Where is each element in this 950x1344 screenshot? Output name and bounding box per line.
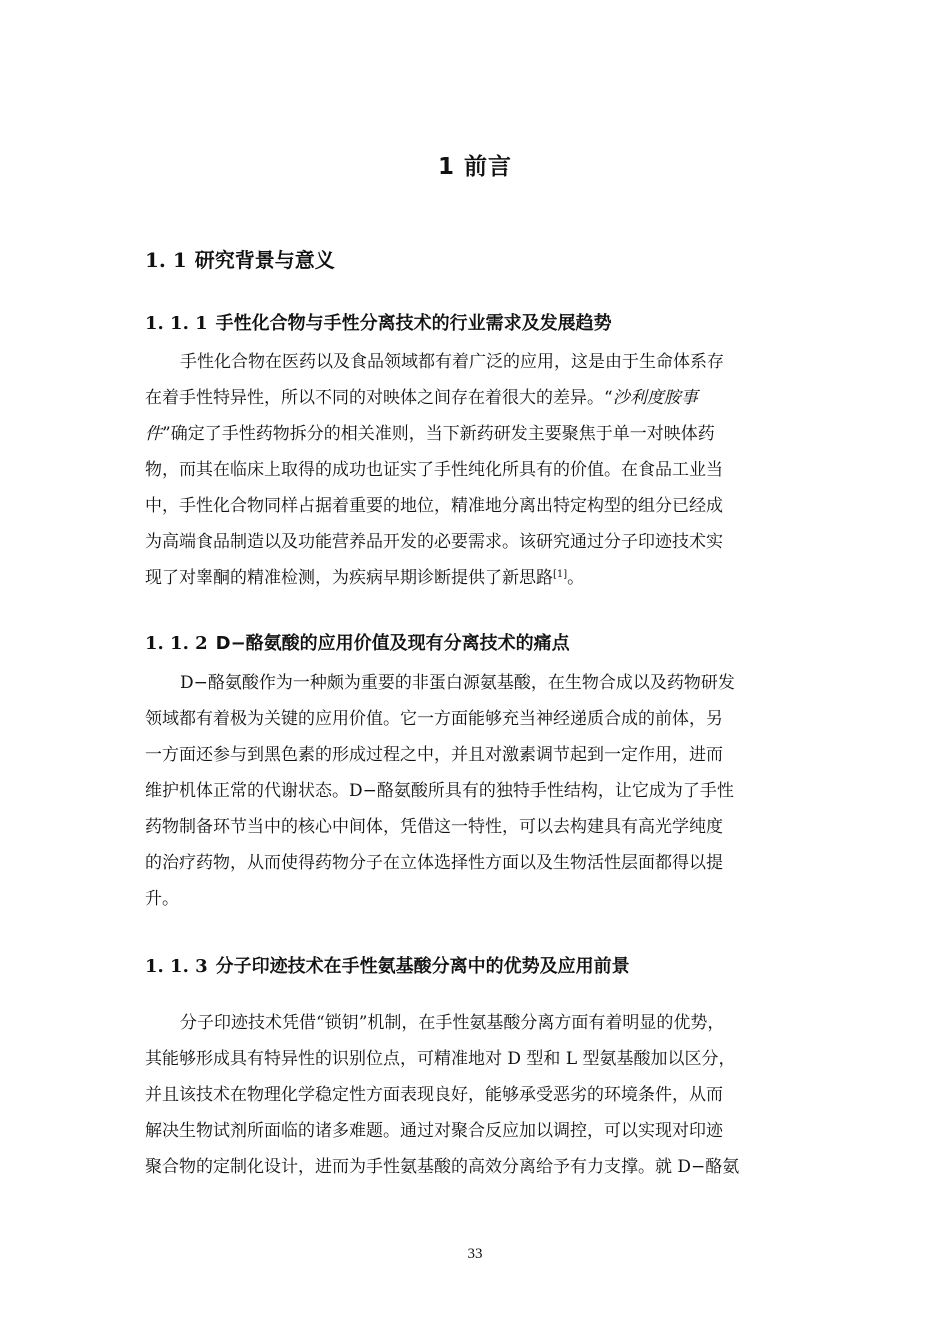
paragraph-line: 聚合物的定制化设计，进而为手性氨基酸的高效分离给予有力支撑。就 D−酪氨 (145, 1157, 740, 1177)
paragraph-line: D−酪氨酸作为一种颇为重要的非蛋白源氨基酸，在生物合成以及药物研发 (180, 673, 735, 693)
paragraph-1 (145, 344, 810, 596)
paragraph-line: 并且该技术在物理化学稳定性方面表现良好，能够承受恶劣的环境条件，从而 (145, 1085, 723, 1105)
paragraph-line (145, 560, 810, 596)
paragraph-line: 其能够形成具有特异性的识别位点，可精准地对 D 型和 L 型氨基酸加以区分， (145, 1049, 736, 1069)
paragraph-line (145, 380, 810, 416)
italic-term: 沙利度胺事 (612, 388, 698, 408)
paragraph-line: 领域都有着极为关键的应用价值。它一方面能够充当神经递质合成的前体，另 (145, 709, 723, 729)
paragraph-line: 分子印迹技术凭借“锁钥”机制，在手性氨基酸分离方面有着明显的优势， (180, 1013, 725, 1033)
paragraph-line: 药物制备环节当中的核心中间体，凭借这一特性，可以去构建具有高光学纯度 (145, 817, 723, 837)
subsection-number: 1. 1. 1 (145, 313, 208, 334)
section-title: 研究背景与意义 (194, 248, 335, 272)
text-run: 在着手性特异性，所以不同的对映体之间存在着很大的差异。“ (145, 388, 613, 408)
text-run: 。 (567, 568, 585, 588)
chapter-title: 1 前言 (437, 154, 512, 180)
paragraph-3 (145, 1005, 810, 1185)
citation-ref[interactable]: [1] (553, 569, 568, 580)
paragraph-line: 解决生物试剂所面临的诸多难题。通过对聚合反应加以调控，可以实现对印迹 (145, 1121, 723, 1141)
paragraph-line (145, 416, 810, 452)
paragraph-2 (145, 665, 810, 917)
subsection-number: 1. 1. 2 (145, 633, 208, 654)
text-run: 现了对睾酮的精准检测，为疾病早期诊断提供了新思路 (145, 568, 553, 588)
section-heading (145, 244, 335, 273)
subsection-number: 1. 1. 3 (145, 956, 208, 977)
page-number: 33 (467, 1246, 483, 1262)
subsection-title: D−酪氨酸的应用价值及现有分离技术的痛点 (215, 633, 570, 654)
subsection-heading-2 (145, 629, 570, 655)
paragraph-line: 的治疗药物，从而使得药物分子在立体选择性方面以及生物活性层面都得以提 (145, 853, 723, 873)
text-run: ”确定了手性药物拆分的相关准则，当下新药研发主要聚焦于单一对映体药 (162, 424, 715, 444)
paragraph-line: 物，而其在临床上取得的成功也证实了手性纯化所具有的价值。在食品工业当 (145, 460, 723, 480)
subsection-title: 手性化合物与手性分离技术的行业需求及发展趋势 (215, 313, 612, 334)
subsection-title: 分子印迹技术在手性氨基酸分离中的优势及应用前景 (215, 956, 630, 977)
paragraph-line: 维护机体正常的代谢状态。D−酪氨酸所具有的独特手性结构，让它成为了手性 (145, 781, 734, 801)
subsection-heading-3 (145, 952, 630, 978)
paragraph-line: 一方面还参与到黑色素的形成过程之中，并且对激素调节起到一定作用，进而 (145, 745, 723, 765)
section-number: 1. 1 (145, 248, 187, 272)
paragraph-line: 手性化合物在医药以及食品领域都有着广泛的应用，这是由于生命体系存 (180, 352, 724, 372)
paragraph-line: 中，手性化合物同样占据着重要的地位，精准地分离出特定构型的组分已经成 (145, 496, 723, 516)
italic-term: 件 (145, 424, 162, 444)
subsection-heading-1 (145, 309, 612, 335)
paragraph-line: 为高端食品制造以及功能营养品开发的必要需求。该研究通过分子印迹技术实 (145, 532, 723, 552)
paragraph-line: 升。 (145, 889, 179, 909)
